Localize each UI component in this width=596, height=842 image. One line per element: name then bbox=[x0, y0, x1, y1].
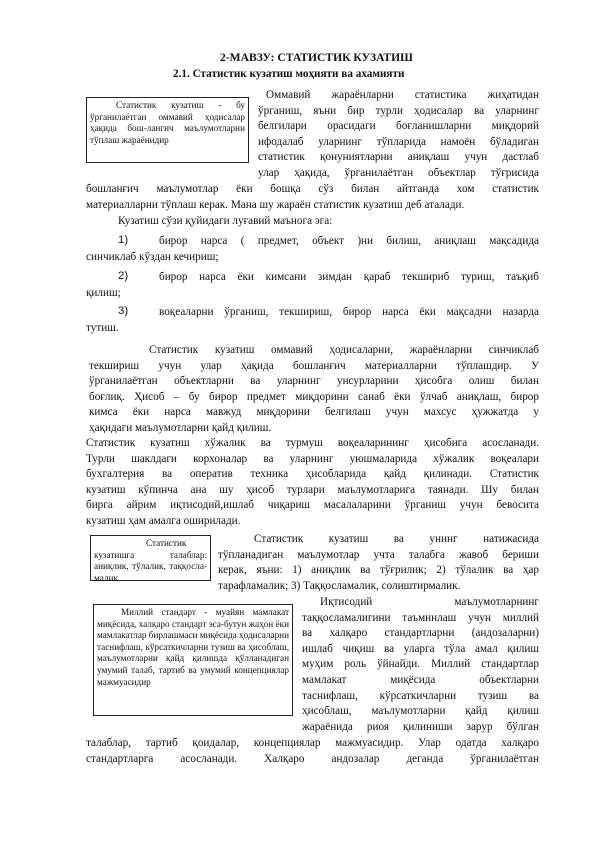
definition-box-text: Статистик кузатиш - бу ўрганилаётган оммавий ҳодисалар ҳақида бош-лангич маълумотларни тўплаш жараёнидир bbox=[90, 100, 245, 145]
text-line: статистик қонуниятларни аниқлаш учун дастлаб bbox=[258, 151, 539, 164]
text-line: қилиш; bbox=[86, 286, 121, 299]
text-line: тўпланадиган маълумотлар учта талабга жавоб бериши bbox=[218, 548, 539, 561]
paragraph-intro-right bbox=[258, 88, 539, 182]
text-line: стандартларга асосланади. Халқаро андозалар деганда ўрганилаётган bbox=[86, 752, 539, 765]
list-number: 3) bbox=[118, 305, 129, 317]
definition-box-observation bbox=[86, 97, 249, 163]
text-line: бирор нарса ( предмет, объект )ни билиш, аниқлаш мақсадида bbox=[159, 235, 539, 247]
text-line: белгилари орасидаги боғланишларни миқдорий bbox=[258, 120, 539, 133]
page-title: 2-МАВЗУ: СТАТИСТИК КУЗАТИШ bbox=[220, 51, 413, 64]
list-number: 2) bbox=[118, 270, 129, 282]
text-line: воқеаларни ўрганиш, текшириш, бирор нарса ёки мақсадни назарда bbox=[159, 306, 539, 318]
text-line: ўрганилаётган объектларни ва уларнинг унсурларини ҳисобга олиш билан bbox=[89, 375, 539, 388]
text-line: Статистик кузатиш оммавий ҳодисаларни, жараёнларни синчиклаб bbox=[149, 344, 539, 356]
text-line: ўрганиш, яъни бир турли ҳодисалар ва уларнинг bbox=[258, 104, 539, 117]
text-line: бошланғич маълумотлар ёки бошқа сўз билан айтганда хом статистик bbox=[86, 183, 539, 195]
text-line: ва халқаро стандартларни (андозаларни) bbox=[302, 627, 539, 640]
text-line: тутиш. bbox=[86, 321, 119, 334]
text-line: ҳисоблаш, маълумотларни қайд қилиш bbox=[302, 705, 539, 718]
paragraph-observation bbox=[89, 343, 539, 437]
text-line: Турли шаклдаги корхоналар ва уларнинг уюшмаларида хўжалик воқеалари bbox=[86, 452, 539, 465]
text-line: бирор нарса ёки кимсани зимдан қараб текшириб туриш, таъқиб bbox=[159, 271, 539, 283]
text-line: материалларни тўплаш керак. Мана шу жараён статистик кузатиш деб аталади. bbox=[86, 198, 465, 211]
standard-definition-text: Миллий стандарт - муайян мамлакат миқёсида, халқаро стандарт эса-бутун жаҳон ёки мамлакатлар бирлашмаси миқёсида ҳодисаларни таснифлаш, кўрсаткичларни тузиш ва ҳисоблаш, маълумотларни қайд қилишда қўлланадиган умумий талаб, тартиб ва умумий концепциялар мажмуасидир bbox=[97, 607, 289, 687]
list-item bbox=[86, 270, 539, 301]
text-line: тарафламалик; 3) Таққосламалик, солиштирмалик. bbox=[218, 579, 461, 592]
section-subtitle: 2.1. Статистик кузатиш моҳияти ва ахамияти bbox=[173, 68, 405, 80]
text-line: боғлиқ. Ҳисоб – бу бирор предмет миқдорини санаб ёки ўлчаб аниқлаш, бирор bbox=[89, 390, 539, 403]
text-line: ҳақидаги маълумотларни қайд қилиш. bbox=[89, 421, 272, 434]
list-item bbox=[86, 234, 539, 265]
paragraph-accounting bbox=[86, 436, 539, 530]
paragraph-standards-full bbox=[86, 736, 539, 767]
text-line: кузатиш кўпинча ана шу ҳисоб турлари маълумотларига таянади. Шу билан bbox=[86, 483, 539, 496]
text-line: бирга айрим иқтисодий,ишлаб чиқариш масалаларини ўрганиш учун бевосита bbox=[86, 499, 539, 512]
text-line: синчиклаб кўздан кечириш; bbox=[86, 250, 219, 263]
text-line: Иқтисодий маълумотларнинг bbox=[320, 596, 539, 608]
text-line: кимса ёки нарса мавжуд миқдорини белгилаш учун махсус ҳужжатда у bbox=[89, 406, 539, 419]
text-line: ишлаб чиқиш ва уларга тўла амал қилиш bbox=[302, 642, 539, 655]
text-line: Статистик кузатиш ва унинг натижасида bbox=[254, 533, 539, 545]
text-line: улар ҳақида, ўрганилаётган объектлар тўғрисида bbox=[258, 166, 539, 179]
standard-definition-box bbox=[93, 604, 293, 716]
text-line: Статистик кузатиш хўжалик ва турмуш воқеаларининг ҳисобига асосланади. bbox=[86, 437, 539, 449]
paragraph-requirements bbox=[218, 532, 539, 594]
paragraph-meaning: Кузатиш сўзи қуйидаги луғавий маънога эга: bbox=[118, 215, 333, 227]
text-line: Оммавий жараёнларни статистика жиҳатидан bbox=[266, 89, 539, 101]
text-line: бухгалтерия ва оператив техника ҳисобларида қайд қилинади. Статистик bbox=[86, 468, 539, 481]
list-number: 1) bbox=[118, 234, 129, 246]
text-line: керак, яъни: 1) аниқлик ва тўғрилик; 2) тўлалик ва ҳар bbox=[218, 564, 539, 577]
requirements-box bbox=[90, 535, 211, 581]
list-item bbox=[86, 305, 539, 336]
text-line: талаблар, тартиб қоидалар, концепциялар мажмуасидир. Улар одатда халқаро bbox=[86, 737, 539, 749]
text-line: текшириш учун улар ҳақида бошланғич материалларни тўплашдир. У bbox=[89, 359, 539, 372]
requirements-box-text: Статистик кузатишга талаблар: аниқлик, тўлалик, таққосла-малик bbox=[94, 538, 207, 583]
text-line: таснифлаш, кўрсаткичларни тузиш ва bbox=[302, 689, 539, 702]
text-line: мамлакат миқёсида объектларни bbox=[302, 673, 539, 686]
text-line: таққосламалигини таъминлаш учун миллий bbox=[302, 611, 539, 624]
paragraph-intro-full bbox=[86, 182, 539, 213]
text-line: жараёнида риоя қилиниши зарур бўлган bbox=[302, 720, 539, 733]
text-line: ифодалаб уларнинг тўпларида намоён бўладиган bbox=[258, 135, 539, 148]
paragraph-standards-right bbox=[302, 595, 539, 735]
text-line: муҳим роль ўйнайди. Миллий стандартлар bbox=[302, 658, 539, 671]
text-line: кузатиш ҳам амалга оширилади. bbox=[86, 514, 241, 527]
